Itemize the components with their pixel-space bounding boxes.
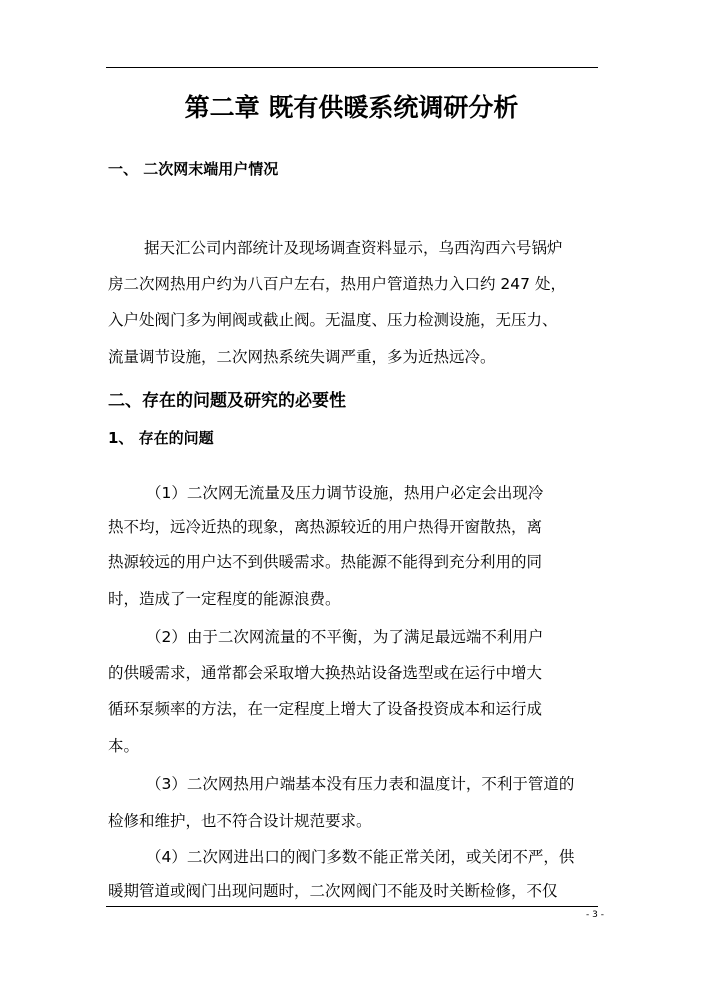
item3-line: （3）二次网热用户端基本没有压力表和温度计，不利于管道的: [146, 775, 575, 793]
item4-line: 暖期管道或阀门出现问题时，二次网阀门不能及时关断检修，不仅: [108, 882, 558, 900]
section1-paragraph-line: 据天汇公司内部统计及现场调查资料显示，乌西沟西六号锅炉: [144, 239, 563, 257]
item2-line: 的供暖需求，通常都会采取增大换热站设备选型或在运行中增大: [108, 664, 543, 682]
item1-line: （1）二次网无流量及压力调节设施，热用户必定会出现冷: [146, 484, 544, 502]
page-number: - 3 -: [586, 910, 604, 920]
chapter-title: 第二章 既有供暖系统调研分析: [184, 93, 519, 122]
section1-paragraph-line: 流量调节设施，二次网热系统失调严重，多为近热远冷。: [108, 348, 496, 366]
item1-line: 热源较远的用户达不到供暖需求。热能源不能得到充分利用的同: [108, 553, 543, 571]
section1-paragraph-line: 房二次网热用户约为八百户左右，热用户管道热力入口约 247 处，: [108, 275, 566, 293]
header-rule: [106, 67, 598, 68]
section1-paragraph-line: 入户处阀门多为闸阀或截止阀。无温度、压力检测设施，无压力、: [108, 311, 558, 329]
item2-line: 循环泵频率的方法，在一定程度上增大了设备投资成本和运行成: [108, 700, 543, 718]
section2-heading: 二、存在的问题及研究的必要性: [108, 391, 346, 411]
item1-line: 热不均，远冷近热的现象，离热源较近的用户热得开窗散热，离: [108, 518, 543, 536]
item4-line: （4）二次网进出口的阀门多数不能正常关闭，或关闭不严，供: [146, 848, 575, 866]
footer-rule: [106, 906, 598, 907]
item1-line: 时，造成了一定程度的能源浪费。: [108, 590, 341, 608]
item3-line: 检修和维护，也不符合设计规范要求。: [108, 812, 372, 830]
subsection1-heading: 1、 存在的问题: [108, 429, 214, 447]
section1-heading: 一、 二次网末端用户情况: [108, 160, 279, 178]
item2-line: 本。: [108, 737, 140, 755]
item2-line: （2）由于二次网流量的不平衡，为了满足最远端不利用户: [146, 628, 544, 646]
